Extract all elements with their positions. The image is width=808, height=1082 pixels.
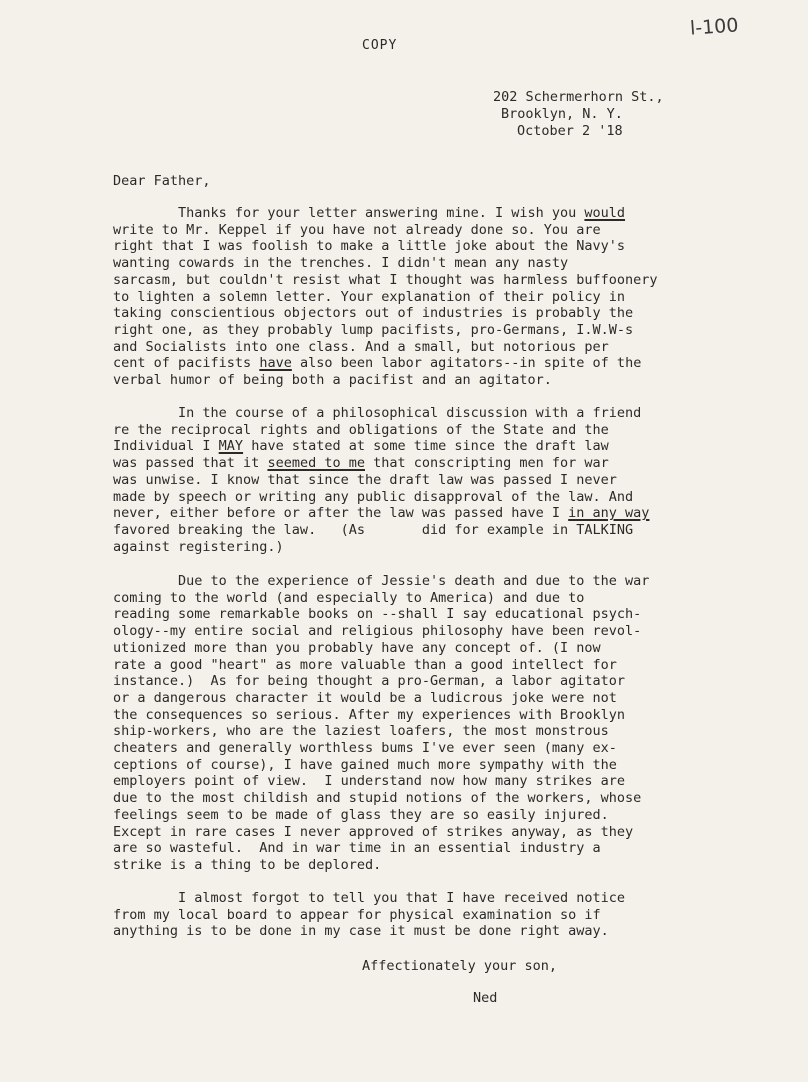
- letter-date: October 2 '18: [517, 123, 623, 139]
- text-line: to lighten a solemn letter. Your explanation of their policy in: [113, 288, 626, 305]
- text-line: ship-workers, who are the laziest loafers, the most monstrous: [113, 723, 609, 740]
- text-line: rate a good "heart" as more valuable than a good intellect for: [113, 656, 617, 673]
- paragraph-3: [113, 573, 649, 874]
- underlined-text: in any way: [568, 505, 650, 522]
- text-line: taking conscientious objectors out of industries is probably the: [113, 305, 634, 322]
- text-line: ology--my entire social and religious philosophy have been revol-: [113, 623, 642, 640]
- text-line: was unwise. I know that since the draft law was passed I never: [113, 471, 617, 488]
- text-line: anything is to be done in my case it must be done right away.: [113, 923, 609, 940]
- text-line: was passed that it seemed to me that conscripting men for war: [113, 455, 609, 472]
- address-street: 202 Schermerhorn St.,: [493, 89, 664, 105]
- underlined-text: seemed to me: [267, 455, 365, 472]
- text-line: feelings seem to be made of glass they are so easily injured.: [113, 806, 609, 823]
- text-line: coming to the world (and especially to America) and due to: [113, 589, 585, 606]
- paragraph-1: [113, 205, 658, 389]
- text-line: favored breaking the law. (As did for example in TALKING: [113, 521, 634, 538]
- handwritten-annotation: l-100: [689, 14, 740, 40]
- closing: Affectionately your son,: [362, 958, 558, 974]
- signature: Ned: [473, 990, 498, 1006]
- text-line: utionized more than you probably have any concept of. (I now: [113, 639, 601, 656]
- text-line: employers point of view. I understand now how many strikes are: [113, 773, 626, 790]
- text-line: reading some remarkable books on --shall I say educational psych-: [113, 606, 642, 623]
- text-line: Except in rare cases I never approved of strikes anyway, as they: [113, 823, 634, 840]
- text-line: and Socialists into one class. And a small, but notorious per: [113, 338, 609, 355]
- text-line: cheaters and generally worthless bums I've ever seen (many ex-: [113, 740, 617, 757]
- text-line: I almost forgot to tell you that I have received notice: [113, 890, 626, 906]
- text-line: from my local board to appear for physical examination so if: [113, 906, 601, 923]
- salutation: Dear Father,: [113, 173, 211, 189]
- paragraph-2: [113, 405, 649, 555]
- sender-address: [493, 89, 664, 140]
- underlined-text: MAY: [218, 438, 244, 455]
- text-line: never, either before or after the law was passed have I in any way: [113, 505, 650, 522]
- text-line: verbal humor of being both a pacifist and an agitator.: [113, 372, 552, 389]
- text-line: instance.) As for being thought a pro-German, a labor agitator: [113, 673, 626, 690]
- text-line: ceptions of course), I have gained much more sympathy with the: [113, 756, 617, 773]
- text-line: wanting cowards in the trenches. I didn't mean any nasty: [113, 255, 569, 272]
- text-line: the consequences so serious. After my experiences with Brooklyn: [113, 706, 626, 723]
- text-line: Due to the experience of Jessie's death and due to the war: [113, 573, 650, 589]
- text-line: against registering.): [113, 538, 284, 555]
- paragraph-4: [113, 890, 625, 940]
- text-line: sarcasm, but couldn't resist what I thought was harmless buffoonery: [113, 271, 658, 288]
- text-line: right one, as they probably lump pacifists, pro-Germans, I.W.W-s: [113, 321, 634, 338]
- text-line: made by speech or writing any public disapproval of the law. And: [113, 488, 634, 505]
- address-city: Brooklyn, N. Y.: [501, 106, 623, 122]
- text-line: Thanks for your letter answering mine. I wish you would: [113, 205, 626, 221]
- text-line: In the course of a philosophical discussion with a friend: [113, 405, 642, 421]
- underlined-text: have: [259, 355, 292, 372]
- text-line: are so wasteful. And in war time in an essential industry a: [113, 840, 601, 857]
- text-line: re the reciprocal rights and obligations of the State and the: [113, 421, 609, 438]
- text-line: due to the most childish and stupid notions of the workers, whose: [113, 790, 642, 807]
- text-line: Individual I MAY have stated at some time since the draft law: [113, 438, 609, 455]
- text-line: right that I was foolish to make a little joke about the Navy's: [113, 238, 626, 255]
- text-line: cent of pacifists have also been labor agitators--in spite of the: [113, 355, 642, 372]
- copy-label: COPY: [362, 38, 398, 53]
- text-line: or a dangerous character it would be a ludicrous joke were not: [113, 689, 617, 706]
- underlined-text: would: [584, 205, 626, 221]
- text-line: strike is a thing to be deplored.: [113, 856, 382, 873]
- text-line: write to Mr. Keppel if you have not already done so. You are: [113, 221, 601, 238]
